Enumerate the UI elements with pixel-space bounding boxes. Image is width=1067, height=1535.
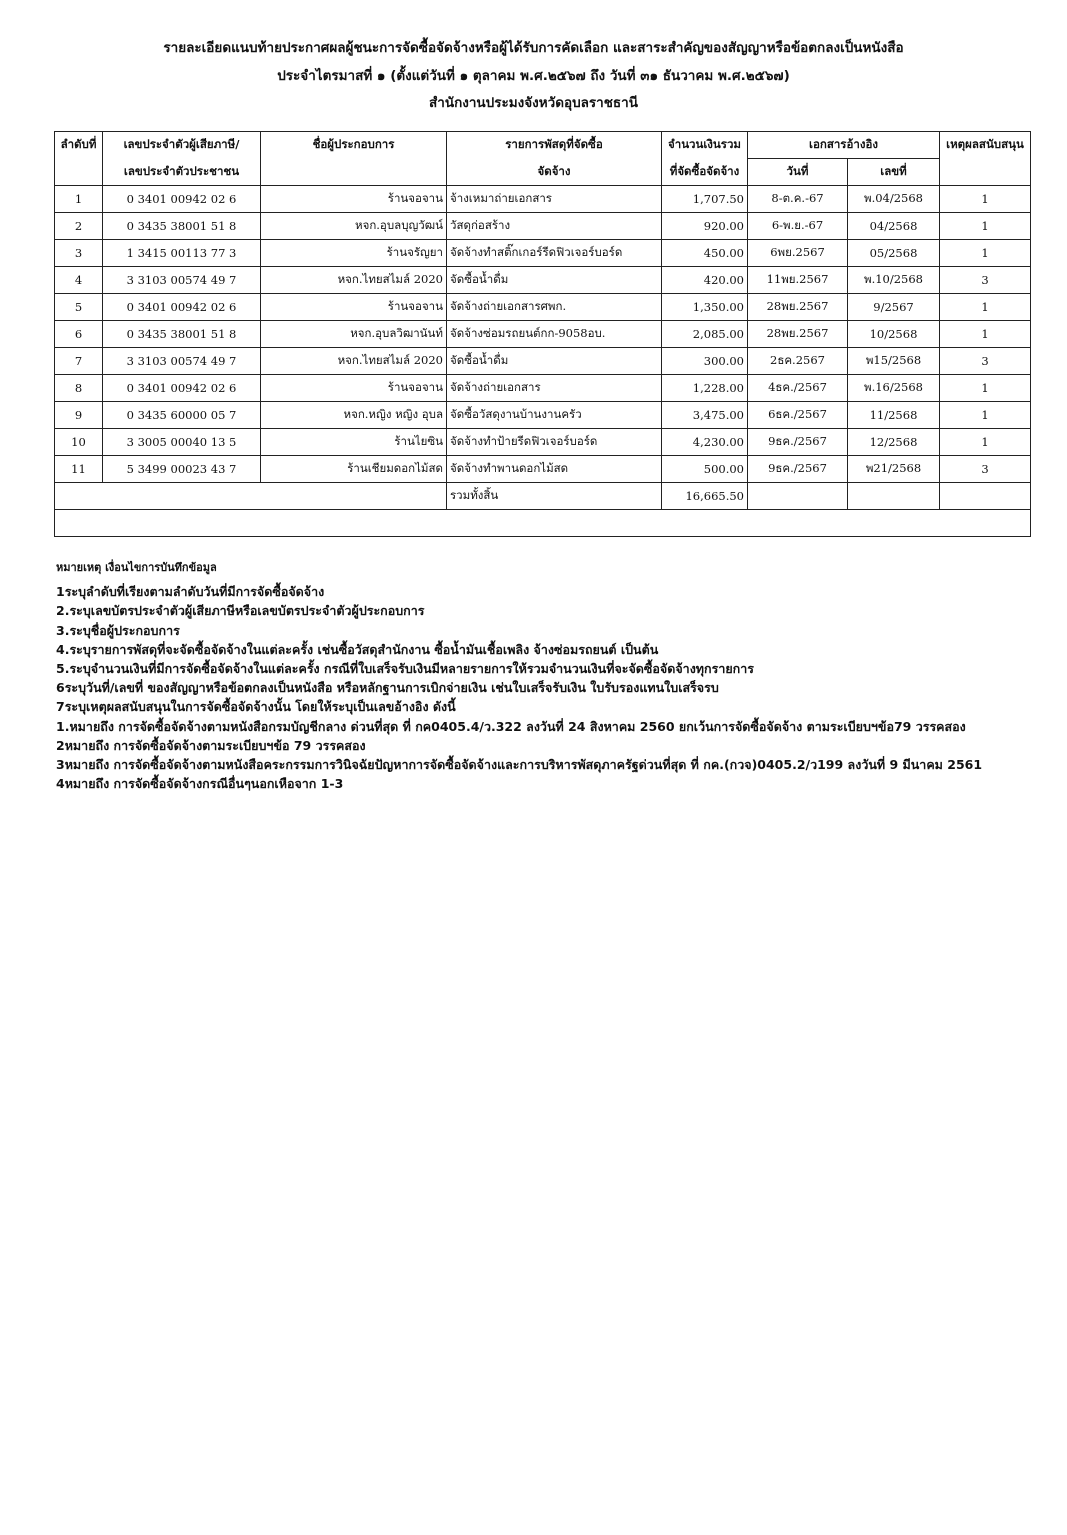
row-date: 6พย.2567: [748, 240, 848, 267]
heading-line-1: รายละเอียดแนบท้ายประกาศผลผู้ชนะการจัดซื้อจัดจ้างหรือผู้ได้รับการคัดเลือก และสาระสำคัญของสัญญาหรือข้อตกลงเป็นหนังสือ: [163, 40, 904, 56]
note-line: 7ระบุเหตุผลสนับสนุนในการจัดซื้อจัดจ้างนั้น โดยให้ระบุเป็นเลขอ้างอิง ดังนี้: [56, 699, 456, 715]
row-reason: 3: [940, 267, 1031, 294]
header-reason-cont: [940, 159, 1031, 186]
total-empty-date: [748, 483, 848, 510]
note-line: 4หมายถึง การจัดซื้อจัดจ้างกรณีอื่นๆนอกเหือจาก 1-3: [56, 776, 344, 792]
header-item-cont: จัดจ้าง: [447, 159, 662, 186]
total-label: รวมทั้งสิ้น: [447, 483, 662, 510]
row-no: 9: [55, 402, 103, 429]
row-date: 6-พ.ย.-67: [748, 213, 848, 240]
table-row: [55, 456, 1031, 483]
row-amount: 3,475.00: [662, 402, 748, 429]
row-docno: พ.10/2568: [848, 267, 940, 294]
row-reason: 3: [940, 348, 1031, 375]
header-ref-no: เลขที่: [848, 159, 940, 186]
row-amount: 420.00: [662, 267, 748, 294]
row-amount: 920.00: [662, 213, 748, 240]
row-item: จัดซื้อน้ำดื่ม: [447, 267, 662, 294]
notes-section: [56, 558, 1046, 793]
row-date: 6ธค./2567: [748, 402, 848, 429]
row-no: 3: [55, 240, 103, 267]
row-docno: 12/2568: [848, 429, 940, 456]
table-row: [55, 348, 1031, 375]
row-taxid: 3 3103 00574 49 7: [103, 267, 261, 294]
row-date: 2ธค.2567: [748, 348, 848, 375]
table-row: [55, 267, 1031, 294]
row-docno: 11/2568: [848, 402, 940, 429]
row-item: จัดซื้อน้ำดื่ม: [447, 348, 662, 375]
row-no: 2: [55, 213, 103, 240]
header-taxid-cont: เลขประจำตัวประชาชน: [103, 159, 261, 186]
row-item: จัดจ้างทำพานดอกไม้สด: [447, 456, 662, 483]
row-taxid: 0 3401 00942 02 6: [103, 186, 261, 213]
row-amount: 300.00: [662, 348, 748, 375]
row-no: 5: [55, 294, 103, 321]
notes-heading: หมายเหตุ เงื่อนไขการบันทึกข้อมูล: [56, 561, 217, 574]
table-row: [55, 429, 1031, 456]
header-item: รายการพัสดุที่จัดซื้อ: [447, 132, 662, 159]
row-item: จัดจ้างถ่ายเอกสาร: [447, 375, 662, 402]
row-docno: 05/2568: [848, 240, 940, 267]
header-reference: เอกสารอ้างอิง: [748, 132, 940, 159]
row-reason: 1: [940, 402, 1031, 429]
note-line: 1.หมายถึง การจัดซื้อจัดจ้างตามหนังสือกรมบัญชีกลาง ด่วนที่สุด ที่ กค0405.4/ว.322 ลงวันที่ 24 สิงหาคม 2560 ยกเว้นการจัดซื้อจัดจ้าง ตามระเบียบฯข้อ79 วรรคสอง: [56, 718, 966, 734]
row-vendor: ร้านเชียมดอกไม้สด: [261, 456, 447, 483]
note-line: 4.ระบุรายการพัสดุที่จะจัดซื้อจัดจ้างในแต่ละครั้ง เช่นซื้อวัสดุสำนักงาน ซื้อน้ำมันเชื้อเพลิง จ้างซ่อมรถยนต์ เป็นต้น: [56, 641, 659, 657]
heading-line-3: สำนักงานประมงจังหวัดอุบลราชธานี: [429, 95, 638, 111]
row-docno: 9/2567: [848, 294, 940, 321]
row-taxid: 0 3435 38001 51 8: [103, 321, 261, 348]
row-vendor: หจก.อุบลวิฒานันท์: [261, 321, 447, 348]
row-amount: 450.00: [662, 240, 748, 267]
row-docno: พ15/2568: [848, 348, 940, 375]
table-row: [55, 240, 1031, 267]
row-no: 7: [55, 348, 103, 375]
header-reason: เหตุผลสนับสนุน: [940, 132, 1031, 159]
row-reason: 3: [940, 456, 1031, 483]
table-row: [55, 186, 1031, 213]
row-taxid: 0 3401 00942 02 6: [103, 375, 261, 402]
row-amount: 4,230.00: [662, 429, 748, 456]
procurement-table: [54, 131, 1031, 537]
row-date: 9ธค./2567: [748, 429, 848, 456]
row-amount: 1,350.00: [662, 294, 748, 321]
row-reason: 1: [940, 321, 1031, 348]
row-taxid: 1 3415 00113 77 3: [103, 240, 261, 267]
row-reason: 1: [940, 294, 1031, 321]
note-line: 6ระบุวันที่/เลขที่ ของสัญญาหรือข้อตกลงเป็นหนังสือ หรือหลักฐานการเบิกจ่ายเงิน เช่นใบเสร็จรับเงิน ใบรับรองแทนใบเสร็จรบ: [56, 680, 719, 696]
note-line: 2หมายถึง การจัดซื้อจัดจ้างตามระเบียบฯข้อ 79 วรรคสอง: [56, 737, 366, 753]
heading-line-2: ประจำไตรมาสที่ ๑ (ตั้งแต่วันที่ ๑ ตุลาคม พ.ศ.๒๕๖๗ ถึง วันที่ ๓๑ ธันวาคม พ.ศ.๒๕๖๗): [277, 68, 790, 84]
total-empty-docno: [848, 483, 940, 510]
total-empty-reason: [940, 483, 1031, 510]
row-vendor: ร้านจอจาน: [261, 294, 447, 321]
row-item: จัดจ้างซ่อมรถยนต์กก-9058อบ.: [447, 321, 662, 348]
header-amount-cont: ที่จัดซื้อจัดจ้าง: [662, 159, 748, 186]
row-vendor: ร้านไยซิน: [261, 429, 447, 456]
row-no: 10: [55, 429, 103, 456]
note-line: 1ระบุลำดับที่เรียงตามลำดับวันที่มีการจัดซื้อจัดจ้าง: [56, 584, 325, 600]
row-reason: 1: [940, 429, 1031, 456]
row-reason: 1: [940, 186, 1031, 213]
blank-row: [55, 510, 1031, 537]
row-date: 4ธค./2567: [748, 375, 848, 402]
row-date: 8-ต.ค.-67: [748, 186, 848, 213]
header-vendor: ชื่อผู้ประกอบการ: [261, 132, 447, 159]
row-taxid: 3 3005 00040 13 5: [103, 429, 261, 456]
row-docno: 04/2568: [848, 213, 940, 240]
blank-cell: [55, 510, 1031, 537]
row-vendor: ร้านจอจาน: [261, 186, 447, 213]
header-no-cont: [55, 159, 103, 186]
row-amount: 2,085.00: [662, 321, 748, 348]
row-vendor: ร้านจอจาน: [261, 375, 447, 402]
total-row: [55, 483, 1031, 510]
row-docno: 10/2568: [848, 321, 940, 348]
table-row: [55, 294, 1031, 321]
row-vendor: หจก.ไทยสไมล์ 2020: [261, 348, 447, 375]
row-date: 28พย.2567: [748, 321, 848, 348]
row-amount: 500.00: [662, 456, 748, 483]
row-vendor: หจก.ไทยสไมล์ 2020: [261, 267, 447, 294]
row-amount: 1,707.50: [662, 186, 748, 213]
row-date: 11พย.2567: [748, 267, 848, 294]
row-reason: 1: [940, 240, 1031, 267]
row-docno: พ.04/2568: [848, 186, 940, 213]
header-row-1: [55, 132, 1031, 159]
table-row: [55, 375, 1031, 402]
row-vendor: หจก.อุบลบุญวัฒน์: [261, 213, 447, 240]
row-item: จัดจ้างทำป้ายรีดฟิวเจอร์บอร์ด: [447, 429, 662, 456]
note-line: 3.ระบุชื่อผู้ประกอบการ: [56, 622, 180, 638]
total-amount: 16,665.50: [662, 483, 748, 510]
row-reason: 1: [940, 375, 1031, 402]
note-line: 3หมายถึง การจัดซื้อจัดจ้างตามหนังสือคระกรรมการวินิจฉัยปัญหาการจัดซื้อจัดจ้างและการบริหารพัสดุภาครัฐด่วนที่สุด ที่ กค.(กวจ)0405.2/ว199 ลงวันที่ 9 มีนาคม 2561: [56, 757, 983, 773]
row-date: 9ธค./2567: [748, 456, 848, 483]
row-vendor: ร้านจรัญยา: [261, 240, 447, 267]
row-no: 4: [55, 267, 103, 294]
row-reason: 1: [940, 213, 1031, 240]
row-item: จัดจ้างถ่ายเอกสารศพก.: [447, 294, 662, 321]
header-row-2: [55, 159, 1031, 186]
row-item: วัสดุก่อสร้าง: [447, 213, 662, 240]
row-docno: พ.16/2568: [848, 375, 940, 402]
total-spacer: [55, 483, 447, 510]
header-taxid: เลขประจำตัวผู้เสียภาษี/: [103, 132, 261, 159]
row-item: จ้างเหมาถ่ายเอกสาร: [447, 186, 662, 213]
table-row: [55, 402, 1031, 429]
row-vendor: หจก.หญิง หญิง อุบล: [261, 402, 447, 429]
row-no: 8: [55, 375, 103, 402]
header-no: ลำดับที่: [55, 132, 103, 159]
header-ref-date: วันที่: [748, 159, 848, 186]
row-no: 6: [55, 321, 103, 348]
row-no: 1: [55, 186, 103, 213]
note-line: 5.ระบุจำนวนเงินที่มีการจัดซื้อจัดจ้างในแต่ละครั้ง กรณีที่ใบเสร็จรับเงินมีหลายรายการให้รวมจำนวนเงินที่จะจัดซื้อจัดจ้างทุกรายการ: [56, 661, 754, 677]
row-taxid: 0 3401 00942 02 6: [103, 294, 261, 321]
row-amount: 1,228.00: [662, 375, 748, 402]
row-taxid: 3 3103 00574 49 7: [103, 348, 261, 375]
header-vendor-cont: [261, 159, 447, 186]
row-no: 11: [55, 456, 103, 483]
row-taxid: 5 3499 00023 43 7: [103, 456, 261, 483]
row-taxid: 0 3435 38001 51 8: [103, 213, 261, 240]
row-date: 28พย.2567: [748, 294, 848, 321]
row-taxid: 0 3435 60000 05 7: [103, 402, 261, 429]
row-docno: พ21/2568: [848, 456, 940, 483]
header-amount: จำนวนเงินรวม: [662, 132, 748, 159]
table-row: [55, 321, 1031, 348]
row-item: จัดซื้อวัสดุงานบ้านงานครัว: [447, 402, 662, 429]
row-item: จัดจ้างทำสติ๊กเกอร์รีดฟิวเจอร์บอร์ด: [447, 240, 662, 267]
note-line: 2.ระบุเลขบัตรประจำตัวผู้เสียภาษีหรือเลขบัตรประจำตัวผู้ประกอบการ: [56, 603, 425, 619]
table-row: [55, 213, 1031, 240]
